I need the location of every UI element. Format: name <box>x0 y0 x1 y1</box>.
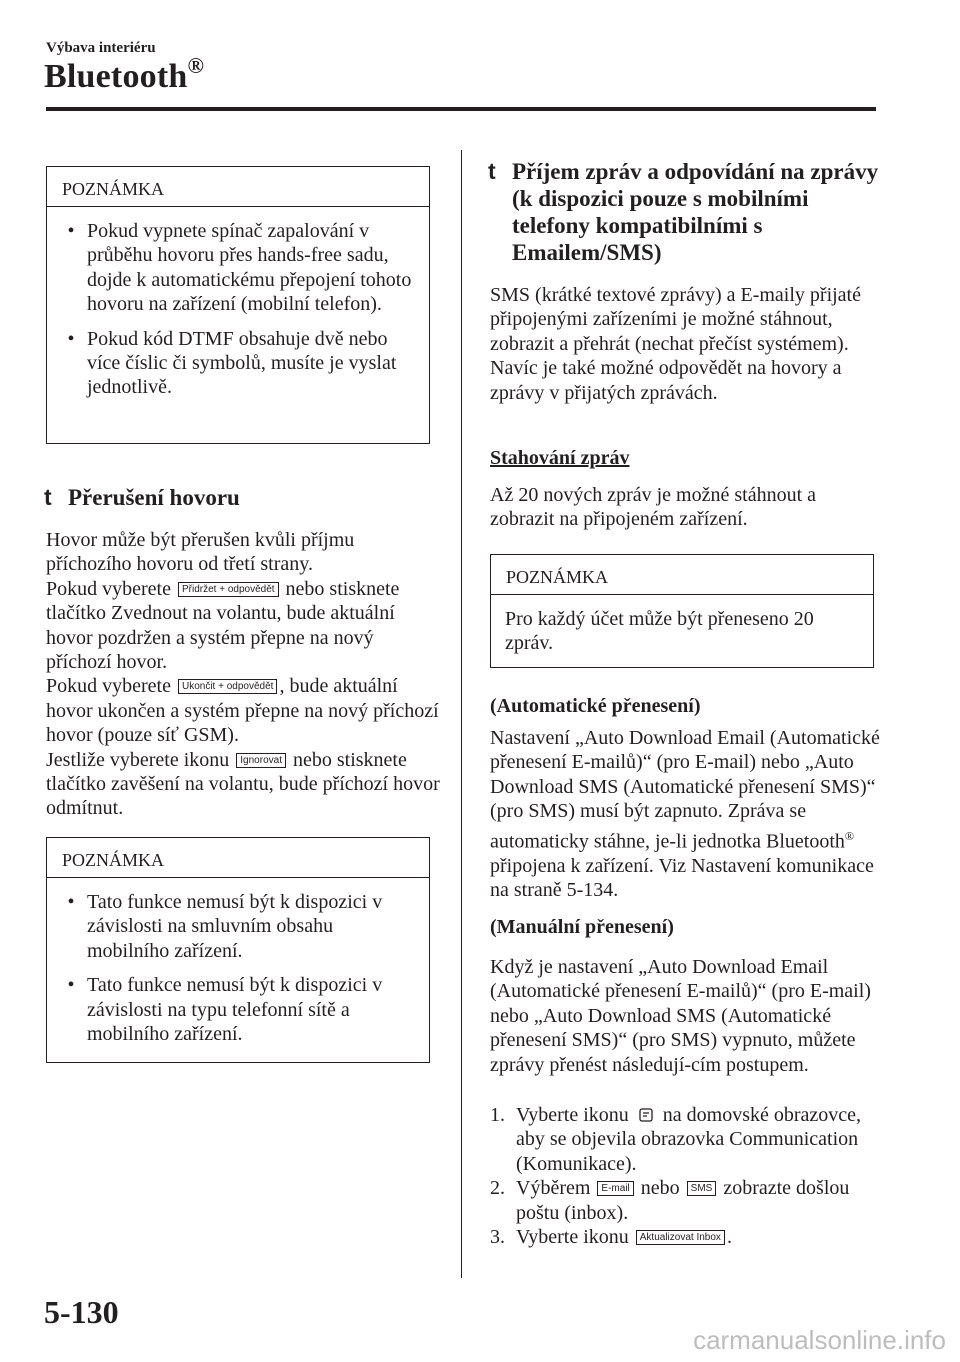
paragraph: SMS (krátké textové zprávy) a E-maily přijaté připojenými zařízeními je možné stáhnout, zobrazit a přehrát (nechat přečíst systémem). <box>490 284 861 355</box>
subheading-manual: (Manuální přenesení) <box>490 916 674 938</box>
section-label: Výbava interiéru <box>46 40 156 56</box>
page-title: Bluetooth® <box>44 53 205 95</box>
header-divider <box>46 107 876 111</box>
note-box-3 <box>490 554 874 668</box>
hold-answer-button[interactable]: Přidržet + odpovědět <box>178 582 279 597</box>
section-heading-messages: t Příjem zpráv a odpovídání na zprávy (k dispozici pouze s mobilními telefony kompatibilními s Emailem/SMS) <box>488 158 879 265</box>
communication-icon[interactable] <box>638 1107 654 1123</box>
step-item: 1. Vyberte ikonu na domovské obrazovce, aby se objevila obrazovka Communication (Komunikace). <box>490 1104 862 1175</box>
section-marker: t <box>488 158 496 184</box>
registered-mark: ® <box>844 828 855 843</box>
manual-text: Když je nastavení „Auto Download Email (Automatické přenesení E-mailů)“ (pro E-mail) nebo „Auto Download SMS (Automatické přenesení SMS)“ (pro SMS) vypnuto, můžete zprávy přenést následují-cím postupem. <box>490 956 871 1076</box>
subheading-download: Stahování zpráv <box>490 447 630 469</box>
note-item: • Pokud kód DTMF obsahuje dvě nebo více číslic či symbolů, musíte je vyslat jednotlivě. <box>67 327 397 399</box>
email-button[interactable]: E-mail <box>597 1181 633 1196</box>
paragraph: Pokud vyberete Ukončit + odpovědět , bude aktuální hovor ukončen a systém přepne na nový příchozí hovor (pouze síť GSM). <box>46 675 439 747</box>
watermark: carmanualsonline.info <box>693 1325 946 1355</box>
ignore-button[interactable]: Ignorovat <box>236 753 286 768</box>
section-marker: t <box>44 484 52 510</box>
left-body-text <box>46 528 441 821</box>
note-item: • Pokud vypnete spínač zapalování v průběhu hovoru přes hands-free sadu, dojde k automatickému přepojení tohoto hovoru na zařízení (mobilní telefon). <box>67 220 412 316</box>
note-item: • Tato funkce nemusí být k dispozici v závislosti na typu telefonní sítě a mobilního zařízení. <box>67 974 383 1046</box>
download-text: Až 20 nových zpráv je možné stáhnout a zobrazit na připojeném zařízení. <box>490 484 817 531</box>
note-box-1 <box>46 166 430 444</box>
note-text: Pro každý účet může být přeneseno 20 zpráv. <box>505 608 814 655</box>
step-item: 2. Výběrem E-mail nebo SMS zobrazte došlou poštu (inbox). <box>490 1177 850 1224</box>
right-intro-text <box>490 283 885 405</box>
update-inbox-button[interactable]: Aktualizovat Inbox <box>636 1230 725 1245</box>
steps-list <box>490 1103 885 1249</box>
step-item: 3. Vyberte ikonu Aktualizovat Inbox . <box>490 1226 732 1249</box>
registered-mark: ® <box>187 53 205 78</box>
section-heading-interrupt: t Přerušení hovoru <box>44 484 240 510</box>
sms-button[interactable]: SMS <box>687 1181 717 1196</box>
paragraph: Hovor může být přerušen kvůli příjmu příchozího hovoru od třetí strany. <box>46 529 355 576</box>
paragraph: Jestliže vyberete ikonu Ignorovat nebo stisknete tlačítko zavěšení na volantu, bude příchozí hovor odmítnut. <box>46 748 440 820</box>
column-divider <box>461 150 462 1278</box>
subheading-auto: (Automatické přenesení) <box>490 695 701 717</box>
note-label: POZNÁMKA <box>47 167 429 207</box>
note-label: POZNÁMKA <box>491 555 873 595</box>
end-answer-button[interactable]: Ukončit + odpovědět <box>178 679 277 694</box>
paragraph: Pokud vyberete Přidržet + odpovědět nebo stisknete tlačítko Zvednout na volantu, bude aktuální hovor pozdržen a systém přepne na nový příchozí hovor. <box>46 577 400 674</box>
auto-text: Nastavení „Auto Download Email (Automatické přenesení E-mailů)“ (pro E-mail) nebo „Auto Download SMS (Automatické přenesení SMS)“ (pro SMS) musí být zapnuto. Zpráva se automaticky stáhne, je-li jednotka Bluetooth® připojena k zařízení. Viz Nastavení komunikace na straně 5-134. <box>490 727 880 902</box>
page-number: 5-130 <box>44 1294 119 1330</box>
note-box-2 <box>46 837 430 1063</box>
paragraph: Navíc je také možné odpovědět na hovory a zprávy v přijatých zprávách. <box>490 357 842 404</box>
note-label: POZNÁMKA <box>47 838 429 878</box>
note-item: • Tato funkce nemusí být k dispozici v závislosti na smluvním obsahu mobilního zařízení. <box>67 891 383 962</box>
